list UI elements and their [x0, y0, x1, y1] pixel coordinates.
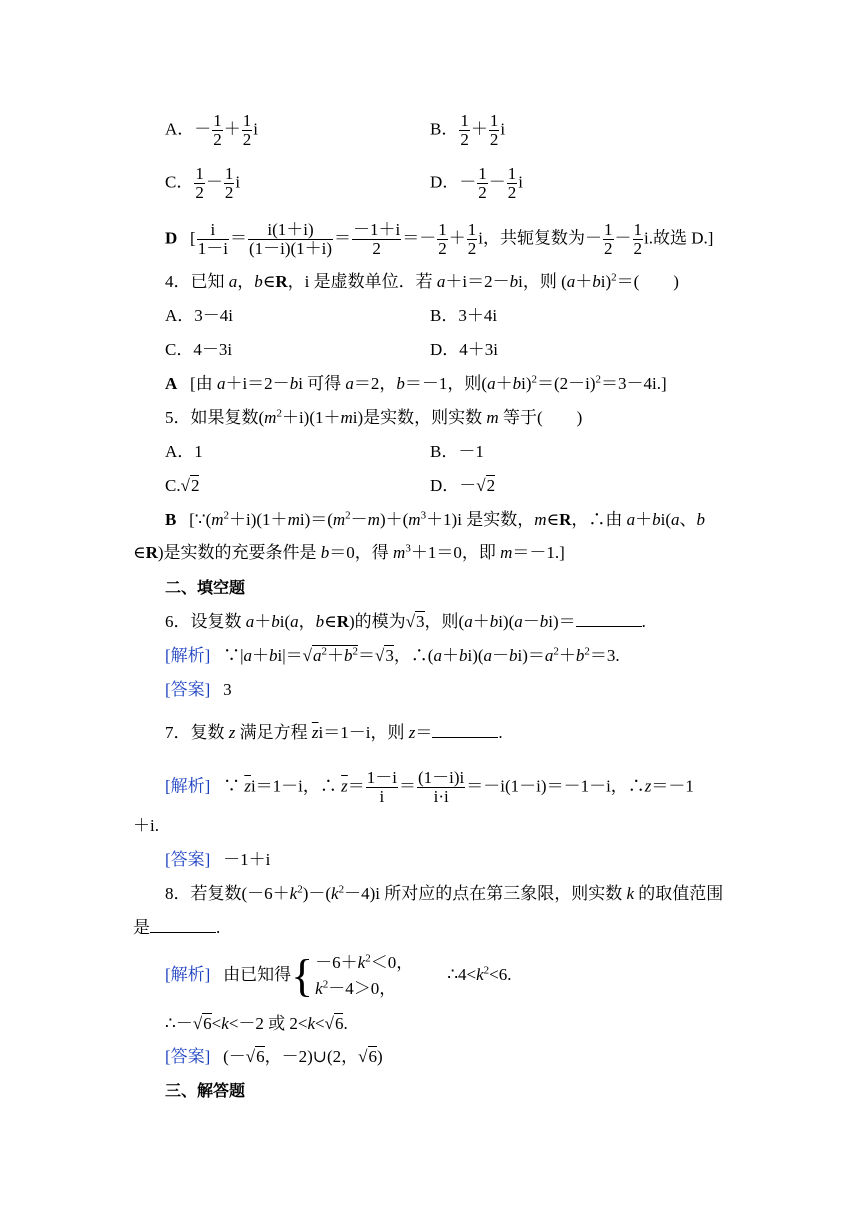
fraction-half: $\frac{1}{2}$ [478, 164, 487, 202]
q4-option-b: B．3＋4i [430, 306, 498, 325]
q5-option-d: D．－ √ 2 [430, 475, 495, 497]
q6-answer: [答案] 3 [165, 680, 232, 699]
q5-option-c: C. √ 2 [165, 475, 199, 497]
fraction-half: $\frac{1}{2}$ [213, 111, 222, 149]
fraction-half: $\frac{1}{2}$ [489, 111, 499, 149]
q4-option-a: A．3－4i [165, 306, 233, 325]
q6-analysis: [解析] ∵|a＋bi|＝ √ $a^2+b^2=$ √ 3，$\therefore(a+bi)(a-bi)=a^2+b^2=3$. [165, 645, 620, 667]
inequality-system: $-6+k^2<0$， $k^2-4>0$， [315, 952, 414, 998]
q7-answer: [答案] －1＋i [165, 850, 271, 869]
q8-stem-line2: 是 . [133, 918, 221, 937]
analysis-tag: [解析] [165, 964, 211, 984]
answer-tag: [答案] [165, 1047, 211, 1066]
q3-option-b: B． $\frac{1}{2}$ ＋ $\frac{1}{2}$ i [430, 111, 506, 149]
sqrt-sign [181, 476, 190, 495]
answer-blank [150, 918, 216, 933]
q5-solution-line1: B [$\because(m^2+i)(1+mi)=(m^2-m)+(m^3+1)i$ 是实数，m∈R，∴由 a＋bi(a、b [165, 509, 705, 529]
q5-option-a: A．1 [165, 442, 203, 461]
fraction-half: $\frac{1}{2}$ [224, 164, 234, 202]
analysis-tag: [解析] [165, 646, 211, 665]
sqrt-sign [476, 476, 485, 495]
fraction-half: $\frac{1}{2}$ [242, 111, 252, 149]
section-heading-fill-in: 二、填空题 [165, 578, 246, 597]
answer-blank [576, 612, 642, 627]
q5-stem: 5．如果复数$(m^2+i)(1+mi)$是实数，则实数 m 等于( ) [165, 407, 583, 427]
q4-stem: 4．已知 a，b∈R，i 是虚数单位．若 a＋i＝2－bi，则 $(a+bi)^2=$( ) [165, 271, 679, 291]
q3-solution: D [ $\frac{i}{1-i}$ ＝ $\frac{i(1+i)}{(1-i)(1+i)}$ ＝ $\frac{-1+i}{2}$ ＝－ $\frac{1}{2}$ ＋ $\frac{1}{2}$ i，共轭复数为－ $\frac{1}{2}$ － $\frac{1}{2}$ i.故选 D.] [165, 220, 714, 258]
q7-analysis: [解析] ∵ $\overline{z}i=1-i$，∴ $\overline{z}=$ $\frac{1-i}{i}$ ＝ $\frac{(1-i)i}{i\cdot i}$ ＝－i(1－i)＝－1－i，∴z＝－1 [165, 768, 694, 806]
q4-solution: A [由 a＋i＝2－bi 可得 a＝2，b＝－1，则$(a+bi)^2=(2-i)^2=3-4i$.] [165, 373, 667, 393]
q7-stem: 7．复数 z 满足方程 $\overline{z}i=1-i$，则 z＝ . [165, 723, 503, 742]
answer-letter: D [165, 228, 178, 248]
q5-option-b: B．－1 [430, 442, 484, 461]
section-heading-solve: 三、解答题 [165, 1081, 246, 1100]
q4-option-d: D．4＋3i [430, 340, 498, 359]
q3-option-a: A．－ $\frac{1}{2}$ ＋ $\frac{1}{2}$ i [165, 111, 259, 149]
q8-analysis-line2: ∴－ √ 6<k<－2 或 2<k< √ 6. [165, 1013, 348, 1035]
answer-tag: [答案] [165, 850, 211, 869]
analysis-tag: [解析] [165, 776, 211, 796]
fraction-half: $\frac{1}{2}$ [195, 164, 204, 202]
q3-option-d: D．－ $\frac{1}{2}$ － $\frac{1}{2}$ i [430, 164, 524, 202]
q5-solution-line2: ∈R)是实数的充要条件是 b＝0，得 $m^3+1=0$，即 m＝－1.] [133, 542, 565, 562]
q6-stem: 6．设复数 a＋bi(a，b∈R)的模为 √ 3，则(a＋bi)(a－bi)＝ . [165, 611, 646, 633]
left-brace: { [291, 950, 314, 1001]
answer-tag: [答案] [165, 680, 211, 699]
q8-answer: [答案] (－ √ 6，－2)∪(2， √ 6) [165, 1046, 383, 1068]
q8-stem: 8．若复数$(-6+k^2)-(k^2-4)i$ 所对应的点在第三象限，则实数 k 的取值范围 [165, 883, 724, 903]
q7-analysis-cont: ＋i. [133, 816, 159, 835]
answer-blank [432, 723, 498, 738]
q8-analysis: [解析] 由已知得{ $-6+k^2<0$， $k^2-4>0$， $\therefore 4<k^2<6$. [165, 950, 512, 1001]
q4-option-c: C．4－3i [165, 340, 233, 359]
answer-letter: B [165, 510, 177, 529]
fraction-half: $\frac{1}{2}$ [507, 164, 517, 202]
q3-option-c: C． $\frac{1}{2}$ － $\frac{1}{2}$ i [165, 164, 241, 202]
answer-letter: A [165, 374, 178, 393]
fraction-half: $\frac{1}{2}$ [460, 111, 469, 149]
